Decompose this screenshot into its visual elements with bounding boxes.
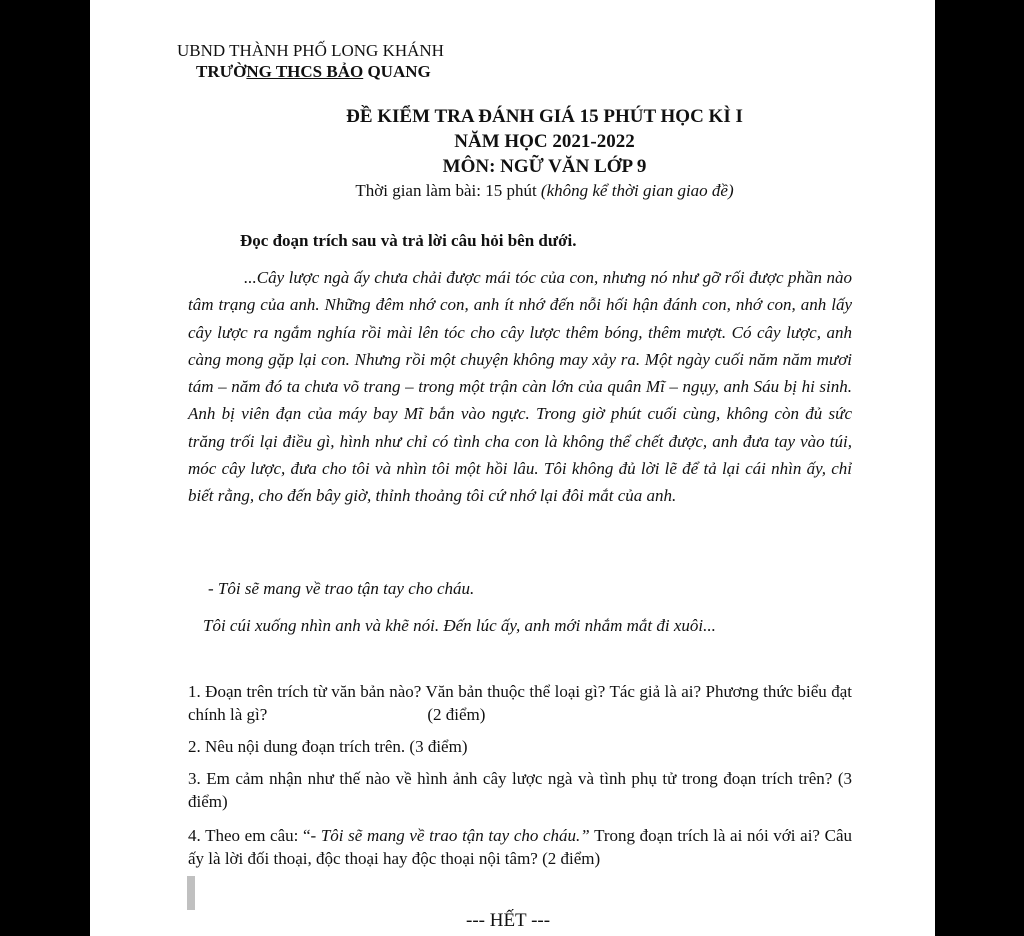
authority-name: UBND THÀNH PHỐ LONG KHÁNH <box>177 41 444 60</box>
reading-passage: ...Cây lược ngà ấy chưa chải được mái tóc của con, nhưng nó như gỡ rối được phần nào tâm trạng của anh. Những đêm nhớ con, anh ít nhớ đến nỗi hối hận đánh con, nhớ con, anh lấy cây lược ra ngắm nghía rồi mài lên tóc cho cây lược thêm bóng, thêm mượt. Có cây lược, anh càng mong gặp lại con. Nhưng rồi một chuyện không may xảy ra. Một ngày cuối năm năm mươi tám – năm đó ta chưa võ trang – trong một trận càn lớn của quân Mĩ – ngụy, anh Sáu bị hi sinh. Anh bị viên đạn của máy bay Mĩ bắn vào ngực. Trong giờ phút cuối cùng, không còn đủ sức trăng trối lại điều gì, hình như chỉ có tình cha con là không thể chết được, anh đưa tay vào túi, móc cây lược, đưa cho tôi và nhìn tôi một hồi lâu. Tôi không đủ lời lẽ để tả lại cái nhìn ấy, chỉ biết rằng, cho đến bây giờ, thỉnh thoảng tôi cứ nhớ lại đôi mắt của anh. <box>188 268 852 506</box>
closing-line: Tôi cúi xuống nhìn anh và khẽ nói. Đến lúc ấy, anh mới nhắm mắt đi xuôi... <box>203 616 716 635</box>
school-name-suffix: QUANG <box>363 62 431 81</box>
question-4-lead: 4. Theo em câu: “- <box>188 826 321 845</box>
document-page <box>90 0 935 936</box>
question-1-text: 1. Đoạn trên trích từ văn bản nào? Văn bản thuộc thể loại gì? Tác giả là ai? Phương thức biểu đạt chính là gì? <box>188 682 852 724</box>
time-note: (không kể thời gian giao đề) <box>540 181 734 200</box>
question-4-quote: Tôi sẽ mang về trao tận tay cho cháu.” <box>320 826 590 845</box>
school-year: NĂM HỌC 2021-2022 <box>454 131 635 152</box>
question-4-text: Trong đoạn trích là ai nói với ai? Câu ấy là lời đối thoại, độc thoại hay độc thoại nội tâm? (2 điểm) <box>188 826 852 868</box>
time-label: Thời gian làm bài: 15 phút <box>355 181 541 200</box>
question-3: 3. Em cảm nhận như thế nào về hình ảnh cây lược ngà và tình phụ tử trong đoạn trích trên? (3 điểm) <box>188 769 852 811</box>
exam-title: ĐỀ KIỂM TRA ĐÁNH GIÁ 15 PHÚT HỌC KÌ I <box>346 106 743 127</box>
instruction: Đọc đoạn trích sau và trả lời câu hỏi bên dưới. <box>240 231 577 250</box>
question-1-points: (2 điểm) <box>427 705 486 724</box>
dialogue-quote: - Tôi sẽ mang về trao tận tay cho cháu. <box>208 579 475 598</box>
end-mark: --- HẾT --- <box>466 910 551 931</box>
question-2: 2. Nêu nội dung đoạn trích trên. (3 điểm) <box>188 737 468 756</box>
question-1 <box>188 680 852 726</box>
question-4 <box>188 824 852 870</box>
time-limit <box>122 181 967 201</box>
school-name-underlined: NG THCS BẢO <box>246 62 364 81</box>
school-name <box>196 62 431 82</box>
school-name-prefix: TRƯỜ <box>196 62 247 81</box>
text-cursor-marker <box>187 876 195 910</box>
subject: MÔN: NGỮ VĂN LỚP 9 <box>442 156 647 177</box>
